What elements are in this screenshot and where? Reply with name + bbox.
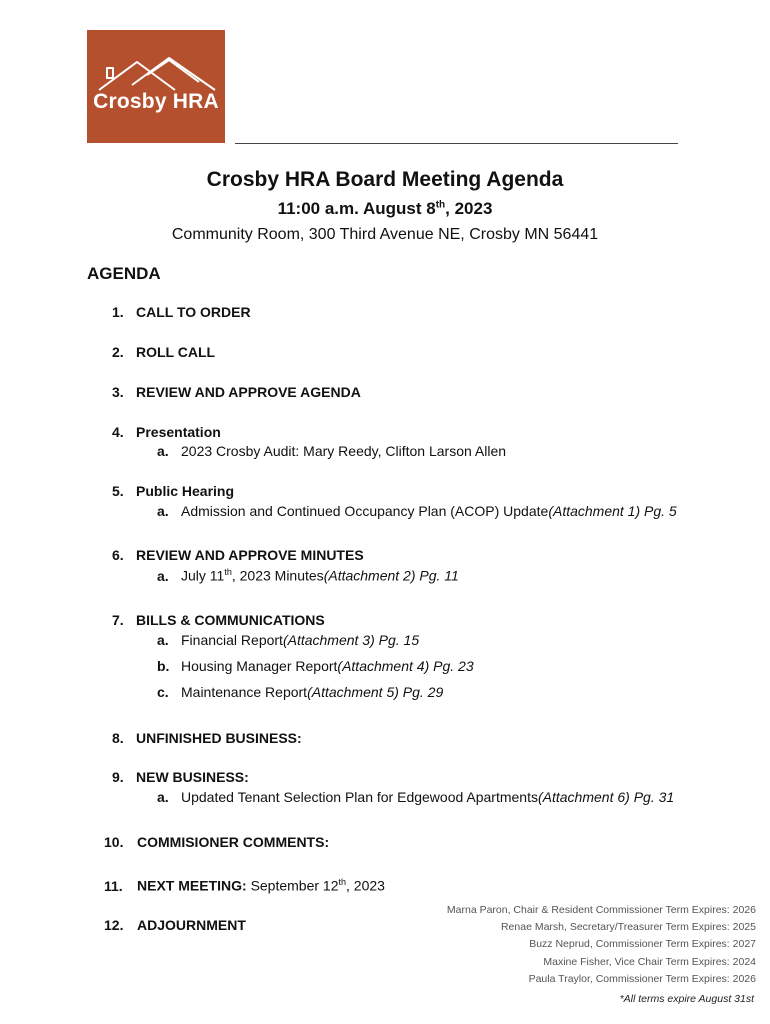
agenda-subitem-7a: a. Financial Report(Attachment 3) Pg. 15 <box>157 632 420 648</box>
agenda-heading: AGENDA <box>87 264 161 283</box>
page-title: Crosby HRA Board Meeting Agenda <box>206 168 564 191</box>
agenda-item-3: 3. REVIEW AND APPROVE AGENDA <box>112 384 361 400</box>
agenda-item-12: 12. ADJOURNMENT <box>104 917 246 933</box>
agenda-subitem-7b: b. Housing Manager Report(Attachment 4) Pg. 23 <box>157 658 474 674</box>
commissioner-list <box>447 902 756 988</box>
agenda-subitem-5a: a. Admission and Continued Occupancy Plan (ACOP) Update(Attachment 1) Pg. 5 <box>157 503 677 519</box>
agenda-item-4: 4. Presentation <box>112 424 221 440</box>
agenda-item-7: 7. BILLS & COMMUNICATIONS <box>112 612 325 628</box>
agenda-subitem-4a: a. 2023 Crosby Audit: Mary Reedy, Clifton Larson Allen <box>157 443 507 459</box>
agenda-item-2: 2. ROLL CALL <box>112 344 216 360</box>
commissioner-entry: Marna Paron, Chair & Resident Commissioner Term Expires: 2026 <box>446 904 756 916</box>
meeting-datetime: 11:00 a.m. August 8th, 2023 <box>277 199 493 218</box>
agenda-item-8: 8. UNFINISHED BUSINESS: <box>112 730 302 746</box>
agenda-item-9: 9. NEW BUSINESS: <box>112 769 249 785</box>
agenda-subitem-9a: a. Updated Tenant Selection Plan for Edgewood Apartments(Attachment 6) Pg. 31 <box>157 789 675 805</box>
roof-icon <box>87 30 225 143</box>
logo-text: Crosby HRA <box>93 90 219 113</box>
agenda-item-10: 10. COMMISIONER COMMENTS: <box>104 834 330 850</box>
agenda-item-5: 5. Public Hearing <box>112 483 235 499</box>
agenda-subitem-7c: c. Maintenance Report(Attachment 5) Pg. 29 <box>157 684 444 700</box>
commissioner-entry: Buzz Neprud, Commissioner Term Expires: 2027 <box>529 938 756 951</box>
agenda-item-1: 1. CALL TO ORDER <box>112 304 251 320</box>
agenda-item-11: 11. NEXT MEETING: September 12th, 2023 <box>104 877 385 894</box>
crosby-hra-logo <box>87 30 225 143</box>
commissioner-entry: Maxine Fisher, Vice Chair Term Expires: 2024 <box>543 955 756 968</box>
agenda-subitem-6a: a. July 11th, 2023 Minutes(Attachment 2) Pg. 11 <box>157 567 459 584</box>
header-divider <box>235 143 678 144</box>
commissioner-entry: Renae Marsh, Secretary/Treasurer Term Expires: 2025 <box>500 921 756 934</box>
commissioner-entry: Paula Traylor, Commissioner Term Expires: 2026 <box>528 972 756 985</box>
agenda-item-6: 6. REVIEW AND APPROVE MINUTES <box>112 547 364 563</box>
meeting-location: Community Room, 300 Third Avenue NE, Crosby MN 56441 <box>171 226 599 243</box>
terms-note: *All terms expire August 31st <box>619 993 754 1005</box>
